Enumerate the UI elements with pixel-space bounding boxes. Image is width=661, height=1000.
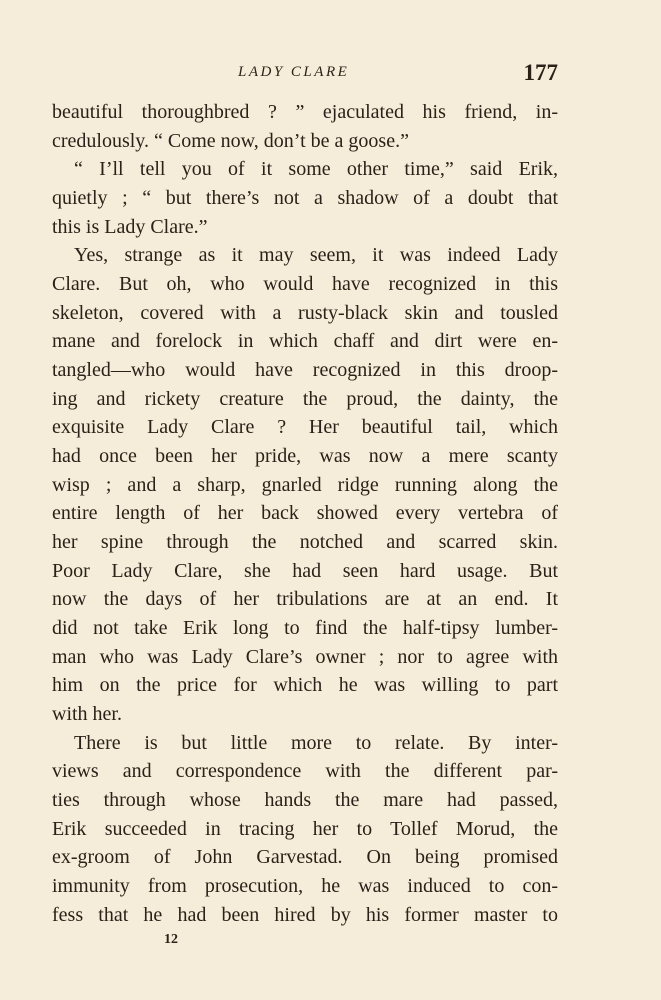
text-line: tangled—who would have recognized in this droop-: [52, 359, 558, 382]
running-head: [52, 60, 558, 90]
text-line: entire length of her back showed every vertebra of: [52, 502, 558, 525]
text-line: man who was Lady Clare’s owner ; nor to agree with: [52, 645, 558, 668]
text-line: this is Lady Clare.”: [52, 215, 208, 238]
text-line: ex-groom of John Garvestad. On being promised: [52, 846, 558, 869]
text-line: quietly ; “ but there’s not a shadow of a doubt that: [52, 187, 558, 210]
text-line: ties through whose hands the mare had passed,: [52, 789, 558, 812]
text-line: her spine through the notched and scarred skin.: [52, 531, 558, 554]
signature-mark: 12: [164, 932, 178, 947]
page-number: 177: [523, 60, 558, 85]
text-line: skeleton, covered with a rusty-black skin and tousled: [52, 301, 558, 324]
text-line: “ I’ll tell you of it some other time,” said Erik,: [74, 158, 558, 181]
text-line: did not take Erik long to find the half-tipsy lumber-: [52, 617, 558, 640]
text-line: Yes, strange as it may seem, it was indeed Lady: [74, 244, 558, 267]
text-line: had once been her pride, was now a mere scanty: [52, 445, 558, 468]
text-line: fess that he had been hired by his former master to: [52, 903, 558, 926]
text-line: immunity from prosecution, he was induced to con-: [52, 875, 558, 898]
text-line: wisp ; and a sharp, gnarled ridge running along the: [52, 473, 558, 496]
text-line: now the days of her tribulations are at an end. It: [52, 588, 558, 611]
text-line: Poor Lady Clare, she had seen hard usage. But: [52, 559, 558, 582]
text-line: views and correspondence with the different par-: [52, 760, 558, 783]
text-line: mane and forelock in which chaff and dirt were en-: [52, 330, 558, 353]
text-line: There is but little more to relate. By inter-: [74, 731, 558, 754]
running-title: LADY CLARE: [238, 64, 350, 80]
body-text: [52, 98, 558, 929]
text-line: beautiful thoroughbred ? ” ejaculated his friend, in-: [52, 101, 558, 123]
text-line: with her.: [52, 703, 122, 726]
text-line: exquisite Lady Clare ? Her beautiful tail, which: [52, 416, 558, 439]
text-line: Erik succeeded in tracing her to Tollef Morud, the: [52, 817, 558, 840]
text-line: Clare. But oh, who would have recognized in this: [52, 273, 558, 296]
text-line: credulously. “ Come now, don’t be a goose.”: [52, 129, 409, 152]
text-line: him on the price for which he was willing to part: [52, 674, 558, 697]
text-line: ing and rickety creature the proud, the dainty, the: [52, 387, 558, 410]
